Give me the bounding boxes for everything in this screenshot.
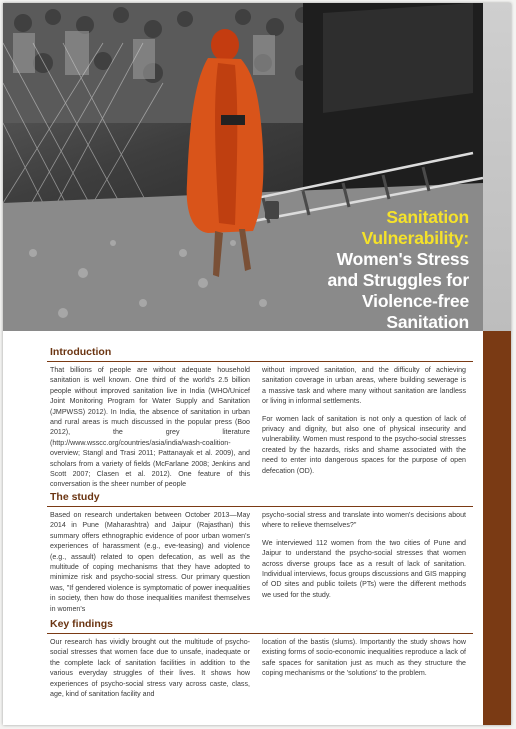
study-left-column <box>50 510 250 621</box>
introduction-left-column <box>50 365 250 497</box>
title-line-6: Sanitation <box>386 312 469 331</box>
findings-left-column <box>50 637 250 706</box>
findings-heading: Key findings <box>50 618 114 630</box>
introduction-heading: Introduction <box>50 346 112 358</box>
findings-rule <box>47 633 473 634</box>
introduction-right-column <box>262 365 466 483</box>
title-line-4: and Struggles for <box>327 270 469 290</box>
study-right-p2: We interviewed 112 women from the two cities of Pune and Jaipur to understand the psycho-social stresses that women across diverse groups face as a result of lack of sanitation. Individual interviews, focus groups discussions and GIS mapping of OD sites and public toilets (PTs) were the different methods we used for the study. <box>262 538 466 599</box>
title-line-5: Violence-free <box>362 291 469 311</box>
title-line-2: Vulnerability: <box>361 228 469 248</box>
title-line-1: Sanitation <box>386 207 469 227</box>
findings-right-column <box>262 637 466 686</box>
introduction-left-text: That billions of people are without adequate household sanitation is well known. One third of the world's 2.5 billion people without improved sanitation live in India (WHO/Unicef Joint Monitoring Program for Water Supply and Sanitation (JMPWSS) 2012). In India, the absence of sanitation in urban and rural areas is much discussed in the popular press (Boo 2012), the grey literature (http://www.wsscc.org/countries/asia/india/wash-coalition-overview; Stangl and Trasi 2011; Pattanayak et al. 2009), and scholars from a variety of fields (McFarlane 2008; Jenkins and Scott 2007; Clasen et al. 2012). One feature of this conversation is the sheer number of people <box>50 366 250 489</box>
study-rule <box>47 506 473 507</box>
findings-left-text: Our research has vividly brought out the multitude of psycho-social stresses that women face due to unsafe, inadequate or the complete lack of sanitation facilities in addition to the various everyday struggles of their lives. It shows how experiences of psycho-social stress vary across caste, class, age, kind of sanitation facility and <box>50 638 250 699</box>
study-heading: The study <box>50 491 100 503</box>
hero-photo <box>3 3 483 331</box>
introduction-right-p1: without improved sanitation, and the difficulty of achieving sanitation coverage in urban areas, where building sewerage is a massive task and where many without sanitation are landless or living in informal settlements. <box>262 366 466 406</box>
study-right-p1: psycho-social stress and translate into women's decisions about where to relieve themselves?" <box>262 511 466 530</box>
introduction-rule <box>47 361 473 362</box>
introduction-right-p2: For women lack of sanitation is not only a question of lack of privacy and dignity, but also one of physical insecurity and vulnerability. Women must respond to the psycho-social stresses created by the hazards, risks and shame associated with the need to enter into dangerous spaces for the purpose of open defecation (OD). <box>262 414 466 475</box>
title-line-3: Women's Stress <box>336 249 469 269</box>
sidebar-top-grey <box>483 3 511 331</box>
findings-right-text: location of the bastis (slums). Importantly the study shows how existing forms of socio-economic inequalities reproduce a lack of safe spaces for sanitation just as much as they structure the coping mechanisms or the 'solutions' to the problem. <box>262 638 466 678</box>
document-page <box>3 3 511 725</box>
document-title <box>328 207 469 331</box>
study-right-column <box>262 510 466 607</box>
sidebar-bottom-brown <box>483 331 511 725</box>
right-sidebar-band <box>483 3 511 725</box>
study-left-text: Based on research undertaken between October 2013—May 2014 in Pune (Maharashtra) and Jaipur (Rajasthan) this summary offers ethnographic evidence of poor urban women's experiences of harassment (e.g., eve-teasing) and violence (e.g., assault) related to open defecation, as well as the multitude of coping mechanisms that they have adopted to minimize risk and psycho-social stress. Our primary question was, "If gendered violence is symptomatic of power inequalities in society, then how do those inequalities manifest themselves in women's <box>50 511 250 613</box>
